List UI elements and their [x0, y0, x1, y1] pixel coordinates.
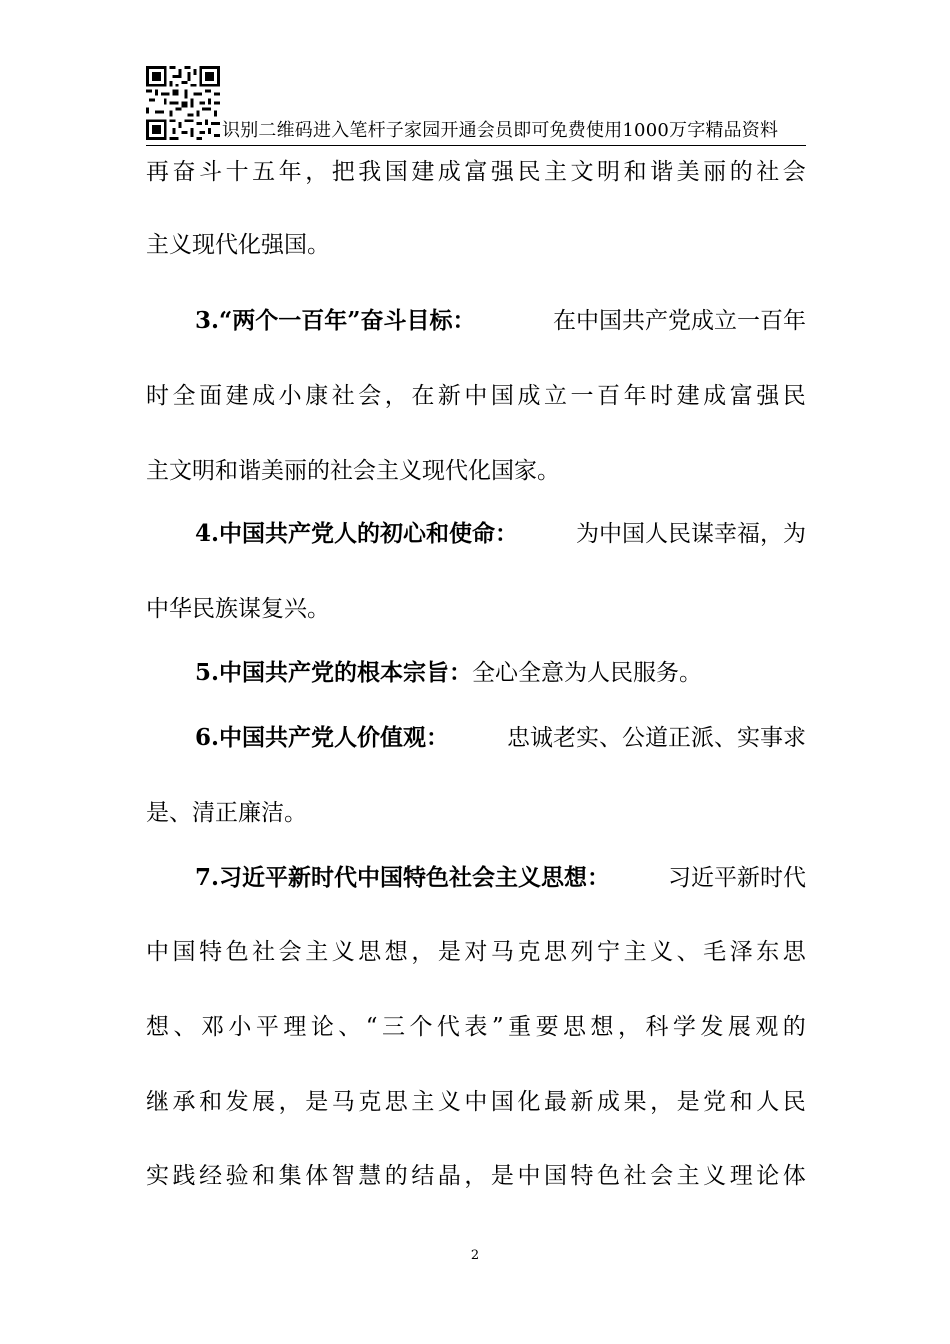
qr-code-icon[interactable]: [146, 66, 220, 140]
line-text: 是、清正廉洁。: [146, 800, 307, 826]
line-text: 想 、 邓 小 平 理 论 、 “ 三 个 代 表 ” 重 要 思 想 ， 科 学 发 展 观 的: [146, 1014, 806, 1040]
line-text: 时 全 面 建 成 小 康 社 会 ， 在 新 中 国 成 立 一 百 年 时 建 成 富 强 民: [146, 383, 806, 409]
text-line: [146, 934, 806, 970]
page-header: [146, 66, 806, 146]
item-6-definition: 忠诚老实、公道正派、实事求: [507, 725, 806, 751]
item-7-definition: 习近平新时代: [668, 865, 806, 891]
item-5-heading-line: [195, 655, 702, 691]
item-7-heading-line: [195, 860, 806, 896]
item-3-term: 3.“两个一百年”奋斗目标：: [195, 307, 476, 334]
item-7-term: 7.习近平新时代中国特色社会主义思想：: [195, 864, 611, 891]
item-6-heading-line: [195, 720, 806, 756]
text-line: [146, 1158, 806, 1194]
line-text: 实 践 经 验 和 集 体 智 慧 的 结 晶 ， 是 中 国 特 色 社 会 主 义 理 论 体: [146, 1163, 806, 1189]
item-4-definition: 为中国人民谋幸福，为: [576, 521, 806, 547]
text-line: [146, 453, 560, 489]
item-5-term: 5.中国共产党的根本宗旨：: [195, 659, 473, 686]
text-line: [146, 1084, 806, 1120]
text-line: [146, 795, 307, 831]
line-text: 主义现代化强国。: [146, 232, 330, 258]
line-text: 继 承 和 发 展 ， 是 马 克 思 主 义 中 国 化 最 新 成 果 ， 是 党 和 人 民: [146, 1089, 806, 1115]
page-number: 2: [470, 1248, 480, 1263]
item-5-definition: 全心全意为人民服务。: [472, 660, 703, 686]
header-divider: [146, 145, 806, 146]
item-3-heading-line: [195, 303, 806, 339]
line-text: 中华民族谋复兴。: [146, 596, 330, 622]
text-line: [146, 378, 806, 414]
item-6-term: 6.中国共产党人价值观：: [195, 724, 450, 751]
text-line: [146, 154, 806, 190]
item-3-definition: 在中国共产党成立一百年: [553, 308, 806, 334]
item-4-term: 4.中国共产党人的初心和使命：: [195, 520, 519, 547]
membership-notice: 识别二维码进入笔杆子家园开通会员即可免费使用1000万字精品资料: [222, 120, 779, 141]
line-text: 再 奋 斗 十 五 年 ， 把 我 国 建 成 富 强 民 主 文 明 和 谐 美 丽 的 社 会: [146, 159, 806, 185]
text-line: [146, 591, 330, 627]
item-4-heading-line: [195, 516, 806, 552]
text-line: [146, 227, 330, 263]
line-text: 中 国 特 色 社 会 主 义 思 想 ， 是 对 马 克 思 列 宁 主 义 、 毛 泽 东 思: [146, 939, 806, 965]
line-text: 主文明和谐美丽的社会主义现代化国家。: [146, 458, 560, 484]
text-line: [146, 1009, 806, 1045]
